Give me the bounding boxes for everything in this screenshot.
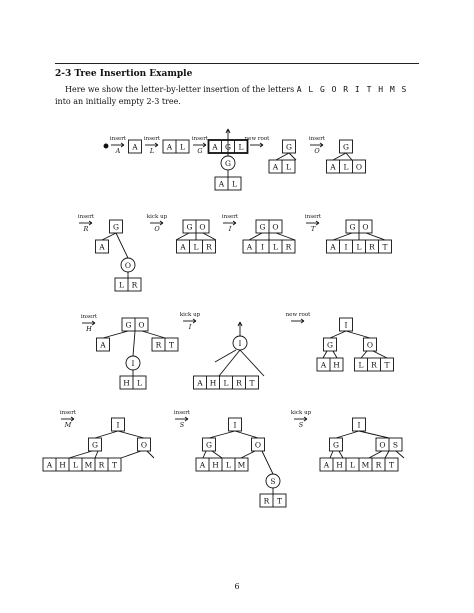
step-label: insert bbox=[221, 214, 239, 220]
step-label: insert bbox=[77, 214, 95, 220]
node-key: I bbox=[116, 420, 120, 430]
node-key: G bbox=[186, 222, 193, 232]
node-key: G bbox=[343, 142, 349, 152]
node-key: L bbox=[223, 378, 229, 388]
node-key: H bbox=[123, 378, 130, 388]
step-letter: M bbox=[64, 421, 72, 429]
tree-edge bbox=[209, 431, 235, 438]
node-key: L bbox=[343, 162, 349, 172]
node-key: H bbox=[333, 360, 340, 370]
node-key: L bbox=[273, 242, 278, 252]
step-letter: S bbox=[298, 421, 304, 429]
intro-before: Here we show the letter-by-letter insertion of the letters bbox=[65, 85, 297, 94]
node-key: O bbox=[272, 222, 279, 232]
node-key: T bbox=[384, 360, 390, 370]
node-key: S bbox=[270, 477, 276, 486]
node-key: O bbox=[138, 320, 145, 330]
node-key: T bbox=[276, 496, 283, 506]
step-label: insert bbox=[173, 410, 191, 416]
tree-edge bbox=[333, 351, 337, 358]
node-key: G bbox=[286, 142, 292, 152]
node-key: T bbox=[388, 460, 395, 470]
tree-edge bbox=[249, 233, 262, 240]
tree-edge bbox=[103, 331, 128, 338]
node-key: L bbox=[356, 242, 362, 252]
tree-edge bbox=[339, 451, 343, 458]
step-label: new root bbox=[285, 312, 311, 318]
node-key: I bbox=[238, 339, 242, 348]
node-key: L bbox=[193, 242, 199, 252]
node-key: M bbox=[361, 460, 370, 470]
tree-edge bbox=[333, 153, 346, 160]
tree-edge bbox=[116, 233, 128, 258]
node-key: L bbox=[358, 360, 364, 370]
node-key: L bbox=[226, 460, 231, 470]
step-label: insert bbox=[80, 314, 98, 320]
node-key: G bbox=[206, 440, 212, 450]
node-key: G bbox=[225, 159, 231, 168]
node-key: I bbox=[344, 320, 348, 330]
node-key: A bbox=[330, 162, 336, 172]
step-letter: I bbox=[228, 225, 232, 233]
node-key: S bbox=[392, 440, 399, 450]
step-letter: T bbox=[310, 225, 316, 233]
tree-edge bbox=[133, 331, 135, 356]
step-label: insert bbox=[304, 214, 322, 220]
node-key: H bbox=[209, 378, 217, 388]
node-key: O bbox=[379, 440, 386, 450]
tree-edge bbox=[276, 153, 289, 160]
node-key: I bbox=[357, 420, 361, 430]
tree-edge bbox=[359, 431, 389, 438]
tree-edge bbox=[235, 431, 258, 438]
tree-edge bbox=[336, 431, 359, 438]
node-key: A bbox=[246, 242, 253, 252]
step-label: new root bbox=[244, 136, 270, 142]
step-label: insert bbox=[59, 410, 77, 416]
node-key: G bbox=[125, 320, 132, 330]
node-key: H bbox=[59, 460, 66, 470]
node-key: R bbox=[131, 280, 138, 290]
node-key: A bbox=[323, 460, 330, 470]
node-key: R bbox=[369, 242, 375, 252]
tree-edge bbox=[176, 233, 189, 240]
node-key: A bbox=[212, 142, 218, 152]
tree-edge bbox=[323, 351, 327, 358]
tree-edge bbox=[212, 451, 222, 458]
step-letter: G bbox=[197, 147, 203, 155]
tree-edge bbox=[369, 451, 382, 458]
tree-edge bbox=[102, 233, 116, 240]
node-key: A bbox=[218, 179, 225, 189]
node-key: T bbox=[111, 460, 118, 470]
node-key: R bbox=[236, 378, 242, 388]
tree-edge bbox=[346, 153, 352, 160]
node-key: H bbox=[336, 460, 343, 470]
node-key: R bbox=[285, 242, 292, 252]
tree-edge bbox=[203, 451, 206, 458]
tree-edge bbox=[361, 351, 367, 358]
node-key: T bbox=[168, 340, 175, 350]
step-label: insert bbox=[191, 136, 209, 142]
node-key: O bbox=[124, 261, 132, 270]
node-key: A bbox=[320, 360, 327, 370]
node-key: A bbox=[330, 242, 336, 252]
node-key: G bbox=[92, 440, 98, 450]
node-key: L bbox=[73, 460, 78, 470]
node-key: G bbox=[259, 222, 266, 232]
node-key: G bbox=[349, 222, 356, 232]
tree-edge bbox=[118, 431, 144, 438]
node-key: G bbox=[333, 440, 339, 450]
intro-after: into an initially empty 2-3 tree. bbox=[55, 97, 181, 106]
node-key: O bbox=[362, 222, 369, 232]
node-key: O bbox=[254, 440, 262, 450]
tree-edge bbox=[330, 331, 346, 338]
tree-edge bbox=[95, 451, 98, 458]
step-letter: A bbox=[115, 147, 121, 155]
step-label: insert bbox=[308, 136, 326, 142]
tree-edge bbox=[330, 451, 333, 458]
step-letter: S bbox=[179, 421, 185, 429]
node-key: M bbox=[237, 460, 246, 470]
step-label: kick up bbox=[179, 312, 201, 318]
node-key: R bbox=[98, 460, 105, 470]
node-key: A bbox=[199, 460, 206, 470]
node-key: A bbox=[100, 340, 106, 350]
node-key: L bbox=[180, 142, 185, 152]
node-key: R bbox=[263, 496, 270, 506]
node-key: G bbox=[327, 340, 333, 350]
node-key: I bbox=[344, 242, 348, 252]
step-label: insert bbox=[143, 136, 161, 142]
tree-edge bbox=[95, 431, 118, 438]
tree-edge bbox=[69, 451, 92, 458]
tree-edge bbox=[396, 451, 404, 458]
tree-edge bbox=[366, 233, 385, 240]
tree-edge bbox=[333, 233, 352, 240]
node-key: R bbox=[155, 340, 162, 350]
node-key: T bbox=[382, 242, 388, 252]
node-key: A bbox=[132, 142, 138, 152]
node-key: H bbox=[212, 460, 219, 470]
tree-edge bbox=[203, 233, 216, 240]
tree-edge bbox=[262, 451, 273, 474]
step-letter: R bbox=[83, 225, 89, 233]
tree-edge bbox=[215, 350, 236, 362]
node-key: T bbox=[249, 378, 255, 388]
tree-edge bbox=[346, 331, 370, 338]
node-key: M bbox=[84, 460, 93, 470]
node-key: G bbox=[113, 222, 119, 232]
step-label: kick up bbox=[146, 214, 168, 220]
tree-edge bbox=[142, 331, 165, 338]
node-key: R bbox=[371, 360, 377, 370]
node-key: L bbox=[232, 179, 237, 189]
step-letter: O bbox=[314, 147, 320, 155]
node-key: L bbox=[137, 378, 142, 388]
tree-edge bbox=[241, 451, 255, 458]
tree-edge bbox=[121, 451, 141, 458]
step-letter: I bbox=[188, 323, 192, 331]
node-key: A bbox=[166, 142, 173, 152]
node-key: O bbox=[140, 440, 148, 450]
tree-edge bbox=[240, 350, 264, 376]
tree-edge bbox=[385, 451, 389, 458]
node-key: O bbox=[366, 340, 374, 350]
step-letter: L bbox=[149, 147, 155, 155]
page-number: 6 bbox=[234, 582, 240, 591]
node-key: A bbox=[272, 162, 279, 172]
node-key: I bbox=[233, 420, 237, 430]
node-key: I bbox=[261, 242, 264, 252]
node-key: A bbox=[99, 242, 105, 252]
node-key: L bbox=[238, 142, 244, 152]
node-key: A bbox=[46, 460, 53, 470]
step-letter: H bbox=[86, 325, 92, 333]
node-key: O bbox=[355, 162, 363, 172]
node-key: R bbox=[375, 460, 382, 470]
node-key: G bbox=[225, 142, 231, 152]
step-label: insert bbox=[109, 136, 127, 142]
section-title: 2-3 Tree Insertion Example bbox=[55, 69, 193, 79]
tree-edge bbox=[289, 153, 296, 160]
tree-edge bbox=[276, 233, 295, 240]
bullet-dot bbox=[104, 144, 108, 148]
node-key: A bbox=[180, 242, 186, 252]
step-label: kick up bbox=[290, 410, 312, 416]
node-key: L bbox=[350, 460, 355, 470]
node-key: R bbox=[206, 242, 212, 252]
node-key: L bbox=[286, 162, 291, 172]
tree-edge bbox=[147, 451, 154, 458]
node-key: A bbox=[197, 378, 203, 388]
node-key: L bbox=[119, 280, 124, 290]
intro-letters: A L G O R I T H M S bbox=[296, 85, 408, 94]
tree-edge bbox=[373, 351, 387, 358]
node-key: I bbox=[131, 359, 135, 368]
step-letter: O bbox=[154, 225, 160, 233]
node-key: O bbox=[199, 222, 206, 232]
